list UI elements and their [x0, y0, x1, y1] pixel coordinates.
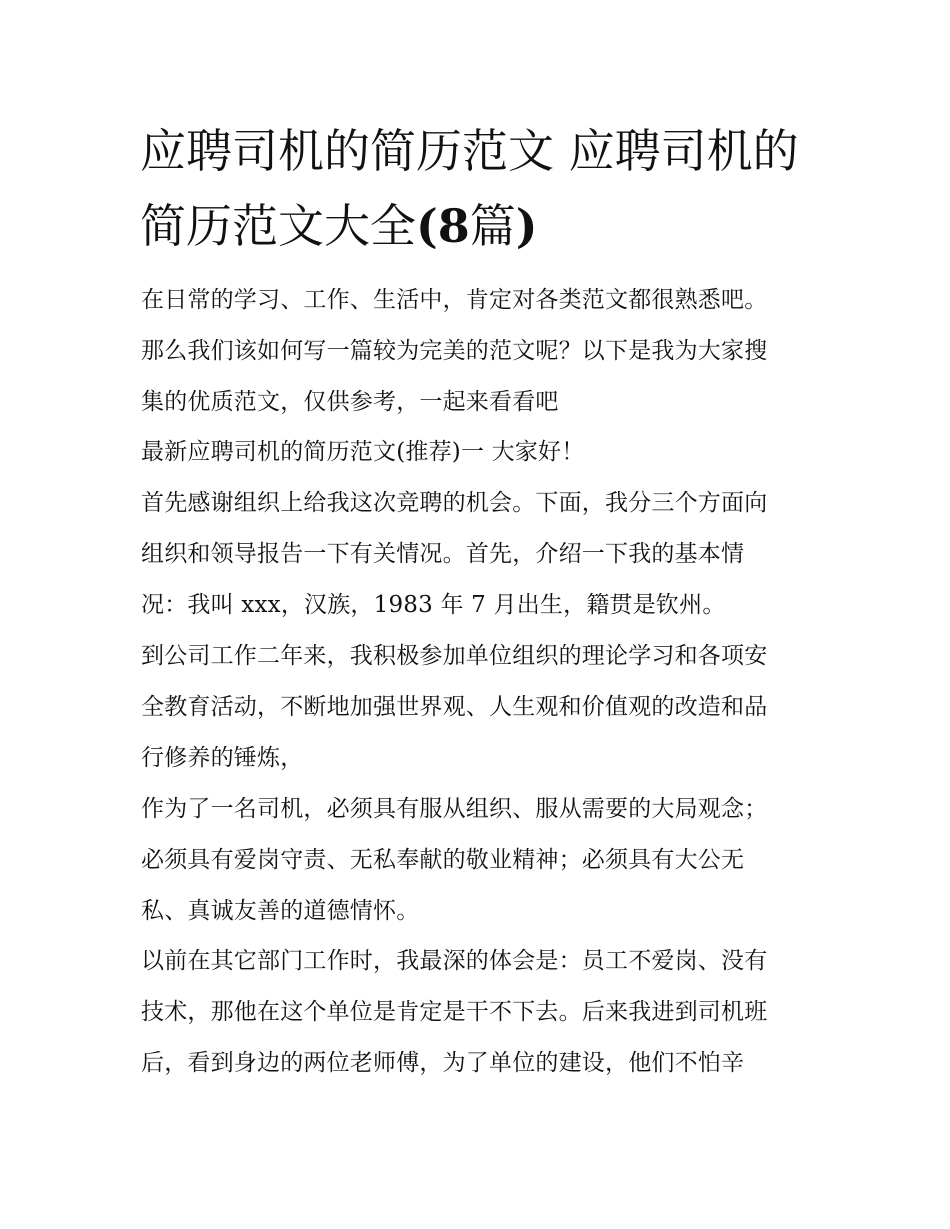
body-line: 以前在其它部门工作时，我最深的体会是：员工不爱岗、没有: [141, 948, 768, 974]
body-line: 技术，那他在这个单位是肯定是干不下去。后来我进到司机班: [141, 999, 768, 1025]
title-close-paren: ): [515, 199, 538, 253]
body-line: 必须具有爱岗守责、无私奉献的敬业精神；必须具有大公无: [141, 847, 745, 873]
body-line: 行修养的锤炼，: [141, 745, 304, 771]
body-line: 私、真诚友善的道德情怀。: [141, 898, 420, 924]
body-line: 那么我们该如何写一篇较为完美的范文呢？以下是我为大家搜: [141, 338, 768, 364]
body-line: 组织和领导报告一下有关情况。首先，介绍一下我的基本情: [141, 541, 745, 567]
body-line: 在日常的学习、工作、生活中，肯定对各类范文都很熟悉吧。: [141, 287, 768, 313]
body-line: 作为了一名司机，必须具有服从组织、服从需要的大局观念；: [141, 796, 768, 822]
body-line: 全教育活动，不断地加强世界观、人生观和价值观的改造和品: [141, 694, 768, 720]
document-title: [140, 114, 820, 264]
body-line: 到公司工作二年来，我积极参加单位组织的理论学习和各项安: [141, 643, 768, 669]
title-unit: 篇: [469, 199, 516, 253]
body-line: 况：我叫 xxx，汉族，1983 年 7 月出生，籍贯是钦州。: [141, 592, 726, 618]
title-text: 应聘司机的简历范文 应聘司机的简历范文大全: [140, 124, 799, 253]
body-line: 首先感谢组织上给我这次竞聘的机会。下面，我分三个方面向: [141, 490, 768, 516]
title-count: (8: [416, 199, 470, 253]
body-line: 最新应聘司机的简历范文(推荐)一 大家好！: [141, 439, 585, 465]
body-line: 后，看到身边的两位老师傅，为了单位的建设，他们不怕辛: [141, 1050, 745, 1076]
body-line: 集的优质范文，仅供参考，一起来看看吧: [141, 389, 559, 415]
